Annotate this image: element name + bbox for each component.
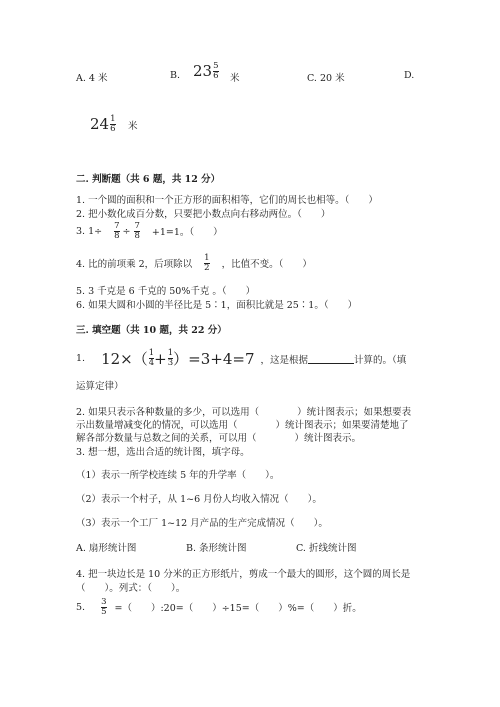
judge-q3-prefix: 3. 1÷ — [76, 225, 103, 237]
judge-q5: 5. 3 千克是 6 千克的 50%千克 。（ ） — [76, 286, 256, 297]
judge-q6: 6. 如果大圆和小圆的半径比是 5∶1，面积比就是 25∶1。（ ） — [76, 300, 358, 311]
choice-d-label: D. — [404, 70, 415, 81]
numerator: 3 — [101, 597, 107, 607]
choice-b-mixed-number — [193, 62, 219, 81]
judge-q3 — [76, 222, 223, 241]
fill-q2-line1: 2. 如果只表示各种数量的多少，可以选用（ ）统计图表示；如果想要表 — [76, 407, 412, 418]
choice-d-whole: 24 — [90, 115, 110, 134]
denominator: 5 — [101, 606, 107, 617]
fill-q1-tail: 计算的。（填 — [354, 354, 407, 366]
section-2-heading: 二. 判断题（共 6 题，共 12 分） — [76, 174, 221, 185]
numerator: 1 — [204, 253, 210, 263]
choice-b-unit: 米 — [230, 73, 240, 84]
choice-b-label: B. — [170, 70, 181, 81]
fill-q3-option-b: B. 条形统计图 — [186, 543, 247, 554]
denominator: 3 — [167, 358, 174, 368]
judge-q4-fraction — [204, 254, 209, 273]
choice-b-numerator: 5 — [213, 61, 219, 71]
fill-q2-line3: 解各部分数量与总数之间的关系，可以用（ ）统计图表示。 — [76, 433, 362, 444]
choice-b-fraction — [213, 62, 218, 81]
numerator: 7 — [114, 221, 120, 231]
choice-a: A. 4 米 — [76, 73, 108, 84]
choice-d-unit: 米 — [128, 121, 138, 132]
numerator: 1 — [148, 348, 155, 359]
choice-b-denominator: 6 — [213, 70, 219, 81]
fill-q3-c: （3）表示一个工厂 1~12 月产品的生产完成情况（ ）。 — [76, 518, 328, 529]
fill-q1-line2: 运算定律） — [76, 381, 124, 392]
fill-q3-option-c: C. 折线统计图 — [296, 543, 357, 554]
fill-q3-option-a: A. 扇形统计图 — [76, 543, 137, 554]
choice-d-numerator: 1 — [110, 114, 116, 124]
fill-q5-fraction — [101, 598, 106, 617]
choice-d-denominator: 6 — [110, 123, 116, 134]
judge-q4-suffix: ，比值不变。（ ） — [221, 259, 312, 271]
denominator: 4 — [148, 358, 155, 368]
judge-q3-fraction-2 — [134, 222, 139, 241]
fill-q4-line1: 4. 把一块边长是 10 分米的正方形纸片，剪成一个最大的圆形，这个圆的周长是 — [76, 569, 411, 580]
denominator: 8 — [114, 230, 120, 241]
fill-q1-answer-blank[interactable] — [308, 354, 354, 364]
choice-d-fraction — [110, 115, 115, 134]
fill-q1-label: 1. — [76, 353, 86, 364]
fill-q5 — [76, 598, 362, 617]
judge-q4-prefix: 4. 比的前项乘 2，后项除以 — [76, 259, 193, 271]
fill-q3-line1: 3. 想一想，选出合适的统计图，填字母。 — [76, 447, 250, 458]
fill-q4-line2: （ ）。列式：（ ）。 — [76, 583, 186, 594]
judge-q2: 2. 把小数化成百分数，只要把小数点向右移动两位。（ ） — [76, 209, 331, 220]
fill-q3-b: （2）表示一个村子，从 1~6 月份人均收入情况（ ）。 — [76, 494, 322, 505]
section-3-heading: 三. 填空题（共 10 题，共 22 分） — [76, 325, 227, 336]
fill-q1-plus: + — [154, 349, 167, 368]
fill-q1-text: ，这是根据 — [260, 354, 309, 366]
fill-q3-a: （1）表示一所学校连续 5 年的升学率（ ）。 — [76, 470, 280, 481]
judge-q3-operator: ÷ — [122, 225, 131, 237]
judge-q3-fraction-1 — [114, 222, 119, 241]
fill-q1-expr-b: ）=3+4=7 — [173, 350, 255, 368]
numerator: 7 — [134, 221, 140, 231]
fill-q5-text: =（ ）:20=（ ）÷15=（ ）%=（ ）折。 — [114, 603, 362, 615]
fill-q2-line2: 示出数量增减变化的情况，可以选用（ ）统计图表示；如果要清楚地了 — [76, 420, 409, 431]
fill-q5-label: 5. — [76, 601, 86, 613]
judge-q4 — [76, 254, 312, 273]
judge-q1: 1. 一个圆的面积和一个正方形的面积相等，它们的周长也相等。（ ） — [76, 195, 378, 206]
fill-q1-expr-a: 12×（ — [101, 350, 148, 368]
choice-b-whole: 23 — [193, 62, 213, 81]
choice-d-mixed-number — [90, 115, 116, 134]
denominator: 8 — [134, 230, 140, 241]
judge-q3-suffix: +1=1。（ ） — [151, 227, 223, 239]
choice-c: C. 20 米 — [307, 73, 345, 84]
fill-q1 — [76, 348, 406, 369]
numerator: 1 — [167, 348, 174, 359]
denominator: 2 — [204, 262, 210, 273]
